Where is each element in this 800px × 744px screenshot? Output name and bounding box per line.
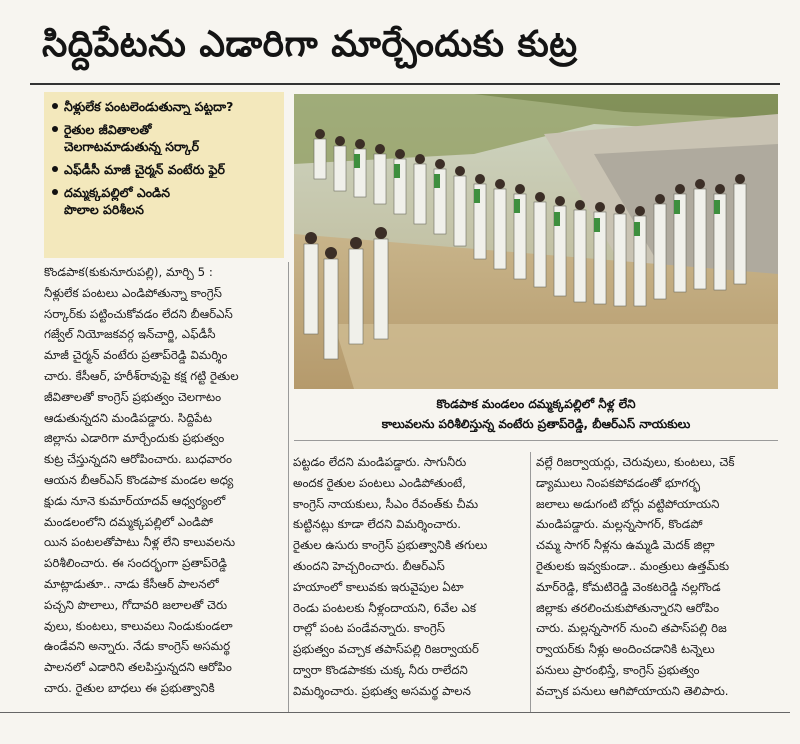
article-line: రైతులకు ఇవ్వకుండా.. మంత్రులు ఉత్తమ్‌కు — [536, 558, 730, 573]
article-line: చమ్మ సాగర్ నీళ్లను ఉమ్మడి మెదక్ జిల్లా — [536, 538, 715, 553]
article-line: పట్టడం లేదని మండిపడ్డారు. సాగునీరు — [293, 455, 467, 469]
article-line: సర్కార్‌కు పట్టించుకోవడం లేదని బీఆర్‌ఎస్ — [44, 306, 233, 321]
article-line: క్షుడు నూనె కుమార్‌యాదవ్ ఆధ్వర్యంలో — [44, 493, 226, 508]
highlight-line: పొలాల పరిశీలన — [64, 202, 144, 217]
highlight-line: చెలగాటమాడుతున్న సర్కార్ — [64, 139, 200, 154]
article-line: రైతుల ఉసురు కాంగ్రెస్ ప్రభుత్వానికి తగులు — [293, 538, 488, 553]
article-line: గజ్వేల్ నియోజకవర్గ ఇన్‌చార్జి, ఎఫ్‌డీసీ — [44, 327, 216, 342]
article-line: ఆడుతున్నదని మండిపడ్డారు. సిద్దిపేట — [44, 410, 212, 425]
article-line: వచ్చాక పనులు ఆగిపోయాయని తెలిపారు. — [536, 683, 729, 698]
group-photo-illustration — [294, 94, 778, 389]
news-photo — [294, 94, 778, 389]
article-column-2 — [293, 452, 525, 702]
bottom-rule — [0, 712, 290, 713]
article-line: పాలనలో ఎడారిని తలపిస్తున్నదని ఆరోపిం — [44, 660, 232, 675]
article-line: మార్‌రెడ్డి, కోమటిరెడ్డి వెంకటరెడ్డి నల్లగొండ — [536, 579, 721, 594]
caption-line: కాలువలను పరిశీలిస్తున్న వంటేరు ప్రతాప్‌రెడ్డి, బీఆర్‌ఎస్ నాయకులు — [381, 417, 691, 431]
bullet-icon — [52, 166, 58, 172]
bottom-rule — [290, 712, 790, 713]
caption-rule — [294, 440, 778, 441]
article-line: మండిపడ్డారు. మల్లన్నసాగర్, కొండపో — [536, 517, 703, 532]
bullet-icon — [52, 103, 58, 109]
highlight-item — [52, 184, 278, 218]
highlight-item — [52, 161, 278, 178]
article-line: కాంగ్రెస్ నాయకులు, సీఎం రేవంత్‌కు చీమ — [293, 496, 479, 511]
article-column-3 — [536, 452, 780, 702]
bullet-icon — [52, 189, 58, 195]
article-line: మాజీ చైర్మన్ వంటేరు ప్రతాప్‌రెడ్డి విమర్శిం — [44, 348, 228, 363]
article-line: వల్లే రిజర్వాయర్లు, చెరువులు, కుంటలు, చెక్ — [536, 455, 735, 469]
article-line: యిన పంటలతోపాటు నీళ్ల లేని కాలువలను — [44, 535, 236, 550]
highlight-item — [52, 121, 278, 155]
highlights-box — [44, 92, 284, 258]
caption-line: కొండపాక మండలం దమ్మక్కపల్లిలో నీళ్ల లేని — [436, 397, 636, 411]
article-line: చారు. కేసీఆర్, హరీశ్‌రావుపై కక్ష గట్టి రైతుల — [44, 368, 239, 383]
photo-caption — [294, 394, 778, 436]
article-line: ఉండేవని అన్నారు. నేడు కాంగ్రెస్ అసమర్థ — [44, 639, 231, 654]
bullet-icon — [52, 126, 58, 132]
article-line: పనులు ప్రారంభిస్తే, కాంగ్రెస్ ప్రభుత్వం — [536, 662, 700, 677]
headline-rule — [30, 83, 780, 85]
highlight-line: నీళ్లులేక పంటలెండుతున్నా పట్టదా? — [64, 99, 234, 114]
article-line: పరిశీలించారు. ఈ సందర్భంగా ప్రతాప్‌రెడ్డి — [44, 556, 227, 571]
article-line: కొండపాక(కుకునూరుపల్లి), మార్చి 5 : — [44, 265, 213, 279]
article-line: ర్వాయర్‌కు నీళ్లు అందించడానికి టన్నెలు — [536, 642, 715, 657]
article-line: డ్యాములు నింపకపోవడంతో భూగర్భ — [536, 475, 701, 490]
highlight-line: దమ్మక్కపల్లిలో ఎండిన — [64, 185, 171, 200]
column-divider — [530, 452, 531, 712]
highlight-line: రైతుల జీవితాలతో — [64, 122, 152, 137]
article-line: మాట్లాడుతూ.. నాడు కేసీఆర్ పాలనలో — [44, 576, 219, 591]
article-line: పచ్చని పొలాలు, గోదావరి జలాలతో చెరు — [44, 597, 228, 612]
article-line: ఆయన బీఆర్‌ఎస్ కొండపాక మండల అధ్య — [44, 472, 234, 487]
headline: సిద్దిపేటను ఎడారిగా మార్చేందుకు కుట్ర — [42, 24, 578, 65]
article-line: హయాంలో కాలువకు ఇరువైపుల ఏటా — [293, 579, 464, 594]
article-line: విమర్శించారు. ప్రభుత్వ అసమర్థ పాలన — [293, 683, 471, 698]
article-line: రెండు పంటలకు నీళ్లందాయని, 6వేల ఎక — [293, 600, 477, 615]
article-line: జిల్లాను ఎడారిగా మార్చేందుకు ప్రభుత్వం — [44, 431, 225, 446]
article-column-1 — [44, 262, 284, 699]
article-line: నీళ్లులేక పంటలు ఎండిపోతున్నా కాంగ్రెస్ — [44, 285, 222, 300]
highlight-line: ఎఫ్‌డీసీ మాజీ చైర్మన్ వంటేరు ఫైర్ — [64, 162, 225, 177]
article-line: జలాలు అడుగంటి బోర్లు వట్టిపోయాయని — [536, 496, 720, 511]
article-line: కుట్ర చేస్తున్నదని ఆరోపించారు. బుధవారం — [44, 452, 233, 467]
article-line: జీవితాలతో కాంగ్రెస్ ప్రభుత్వం చెలగాటం — [44, 389, 222, 404]
article-line: ద్వారా కొండపాకకు చుక్క నీరు రాలేదని — [293, 662, 468, 677]
article-line: తుందని హెచ్చరించారు. బీఆర్‌ఎస్ — [293, 558, 445, 573]
article-line: మండలంలోని దమ్మక్కపల్లిలో ఎండిపో — [44, 514, 213, 529]
article-line: కుట్టినట్లు కూడా లేదని విమర్శించారు. — [293, 517, 461, 532]
highlight-item — [52, 98, 278, 115]
article-line: అందక రైతుల పంటలు ఎండిపోతుంటే, — [293, 475, 466, 490]
column-divider — [288, 262, 289, 712]
article-line: చారు. మల్లన్నసాగర్ నుంచి తపాస్‌పల్లి రిజ — [536, 621, 727, 636]
article-line: జిల్లాకు తరలించుకుపోతున్నారని ఆరోపిం — [536, 600, 720, 615]
article-line: వులు, కుంటలు, కాలువలు నిండుకుండలా — [44, 618, 233, 633]
article-line: రాల్లో పంట పండేవన్నారు. కాంగ్రెస్ — [293, 621, 446, 636]
article-line: చారు. రైతుల బాధలు ఈ ప్రభుత్వానికి — [44, 680, 215, 695]
article-line: ప్రభుత్వం వచ్చాక తపాస్‌పల్లి రిజర్వాయర్ — [293, 642, 479, 657]
